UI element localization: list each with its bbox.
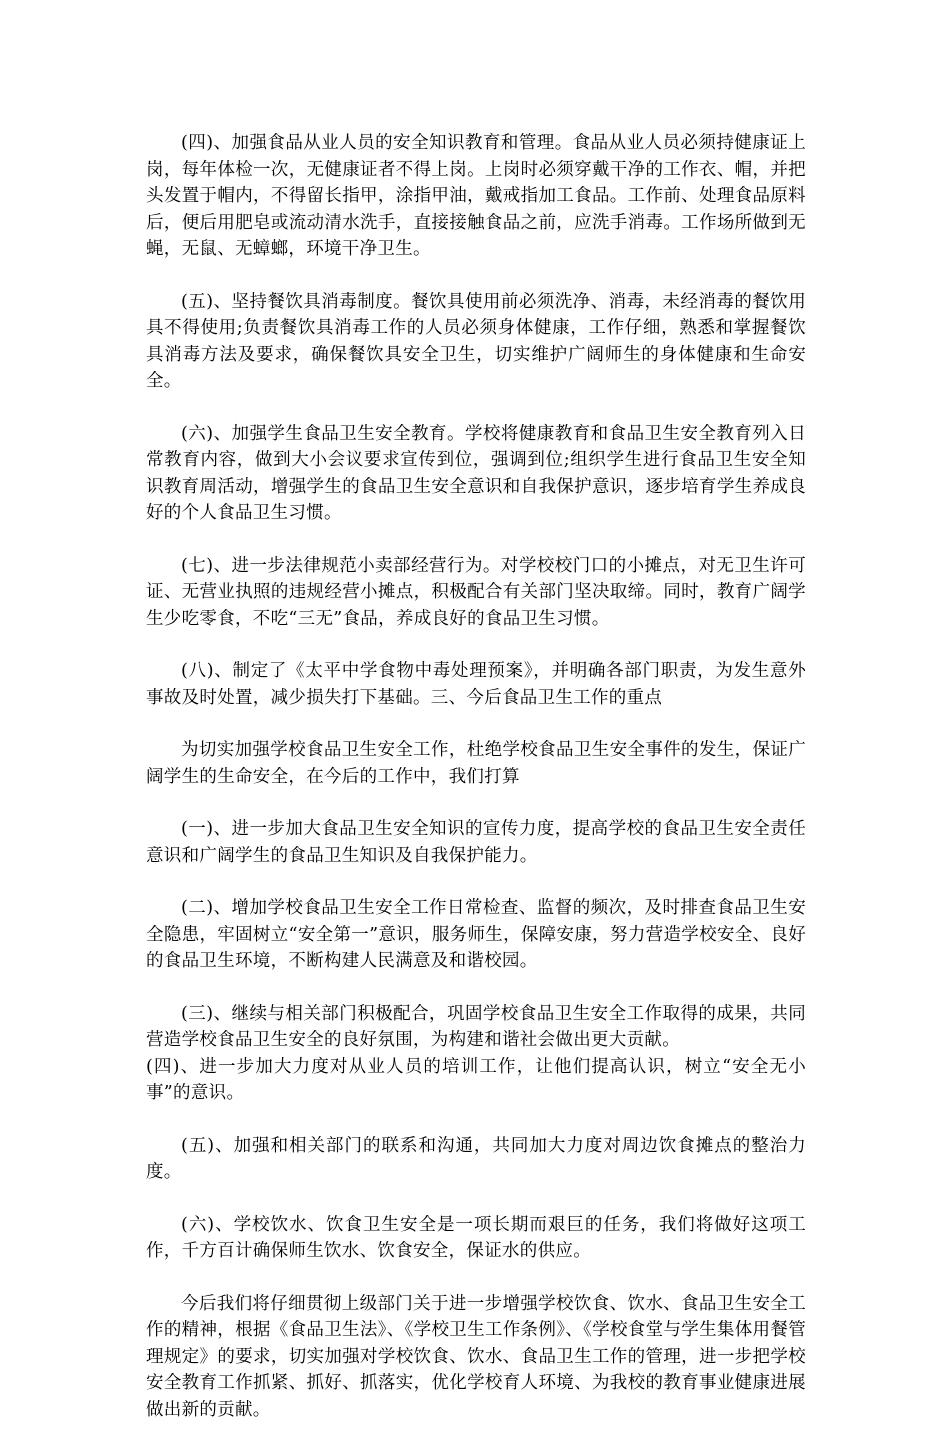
document-page — [146, 130, 806, 1449]
paragraph-future-intro: 为切实加强学校食品卫生安全工作，杜绝学校食品卫生安全事件的发生，保证广阔学生的生命安全，在今后的工作中，我们打算 — [146, 740, 806, 787]
paragraph-tableware-disinfection: (五)、坚持餐饮具消毒制度。餐饮具使用前必须洗净、消毒，未经消毒的餐饮用具不得使用;负责餐饮具消毒工作的人员必须身体健康，工作仔细，熟悉和掌握餐饮具消毒方法及要求，确保餐饮具安全卫生，切实维护广阔师生的身体健康和生命安全。 — [146, 291, 806, 391]
paragraph-student-education: (六)、加强学生食品卫生安全教育。学校将健康教育和食品卫生安全教育列入日常教育内容，做到大小会议要求宣传到位，强调到位;组织学生进行食品卫生安全知识教育周活动，增强学生的食品卫生安全意识和自我保护意识，逐步培育学生养成良好的个人食品卫生习惯。 — [146, 423, 806, 523]
paragraph-future-6: (六)、学校饮水、饮食卫生安全是一项长期而艰巨的任务，我们将做好这项工作，千方百计确保师生饮水、饮食安全，保证水的供应。 — [146, 1214, 806, 1261]
paragraph-future-1: (一)、进一步加大食品卫生安全知识的宣传力度，提高学校的食品卫生安全责任意识和广阔学生的食品卫生知识及自我保护能力。 — [146, 819, 806, 866]
paragraph-shop-regulation: (七)、进一步法律规范小卖部经营行为。对学校校门口的小摊点，对无卫生许可证、无营业执照的违规经营小摊点，积极配合有关部门坚决取缔。同时，教育广阔学生少吃零食，不吃“三无”食品，养成良好的食品卫生习惯。 — [146, 555, 806, 629]
paragraph-poisoning-plan: (八)、制定了《太平中学食物中毒处理预案》，并明确各部门职责，为发生意外事故及时处置，减少损失打下基础。三、今后食品卫生工作的重点 — [146, 661, 806, 708]
paragraph-future-3: (三)、继续与相关部门积极配合，巩固学校食品卫生安全工作取得的成果，共同营造学校食品卫生安全的良好氛围，为构建和谐社会做出更大贡献。 — [146, 1003, 806, 1050]
paragraph-future-3-4 — [146, 1001, 806, 1107]
paragraph-conclusion: 今后我们将仔细贯彻上级部门关于进一步增强学校饮食、饮水、食品卫生安全工作的精神，根据《食品卫生法》、《学校卫生工作条例》、《学校食堂与学生集体用餐管理规定》的要求，切实加强对学校饮食、饮水、食品卫生工作的管理，进一步把学校安全教育工作抓紧、抓好、抓落实，优化学校育人环境、为我校的教育事业健康进展做出新的贡献。 — [146, 1293, 806, 1420]
paragraph-future-5: (五)、加强和相关部门的联系和沟通，共同加大力度对周边饮食摊点的整治力度。 — [146, 1135, 806, 1182]
paragraph-food-staff: (四)、加强食品从业人员的安全知识教育和管理。食品从业人员必须持健康证上岗，每年体检一次，无健康证者不得上岗。上岗时必须穿戴干净的工作衣、帽，并把头发置于帽内，不得留长指甲，涂指甲油，戴戒指加工食品。工作前、处理食品原料后，便后用肥皂或流动清水洗手，直接接触食品之前，应洗手消毒。工作场所做到无蝇，无鼠、无蟑螂，环境干净卫生。 — [146, 133, 806, 259]
paragraph-future-4: (四)、进一步加大力度对从业人员的培训工作，让他们提高认识，树立“安全无小事”的意识。 — [146, 1056, 806, 1103]
paragraph-future-2: (二)、增加学校食品卫生安全工作日常检查、监督的频次，及时排查食品卫生安全隐患，牢固树立“安全第一”意识，服务师生，保障安康，努力营造学校安全、良好的食品卫生环境，不断构建人民满意及和谐校园。 — [146, 898, 806, 971]
